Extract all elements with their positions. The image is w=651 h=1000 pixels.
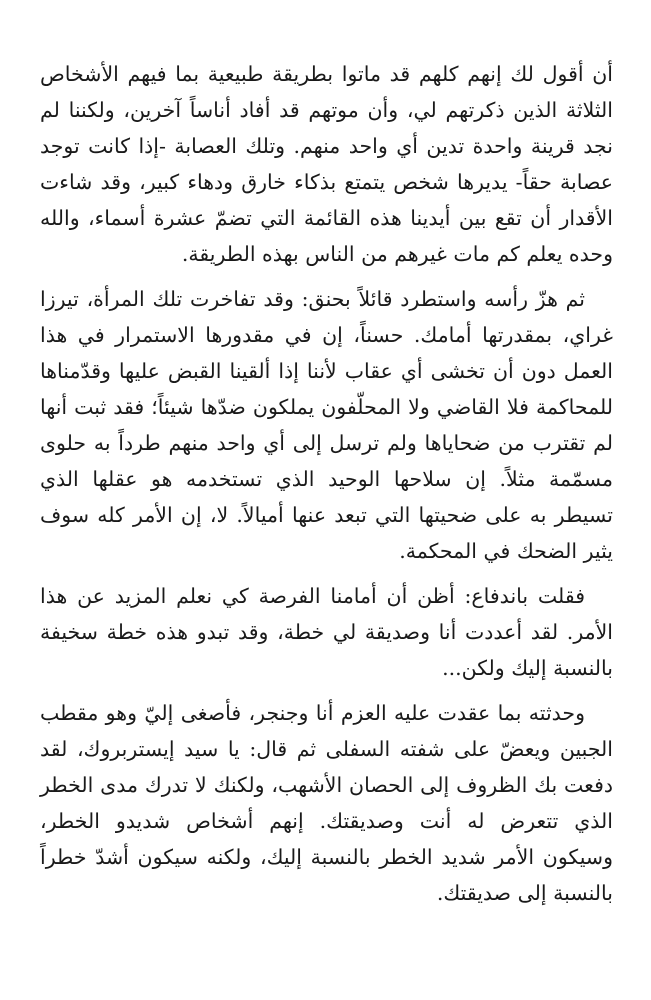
paragraph-2: ثم هزّ رأسه واستطرد قائلاً بحنق: وقد تفاخرت تلك المرأة، تيرزا غراي، بمقدرتها أمامك. حسناً، إن في مقدورها الاستمرار في هذا العمل دون أن تخشى أي عقاب لأننا إذا ألقينا القبض عليها وقدّمناها للمحاكمة فلا القاضي ولا المحلّفون يملكون ضدّها شيئاً؛ فقد ثبت أنها لم تقترب من ضحاياها ولم ترسل إلى أي واحد منهم طرداً به حلوى مسمّمة مثلاً. إن سلاحها الوحيد الذي تستخدمه هو عقلها الذي تسيطر به على ضحيتها التي تبعد عنها أميالاً. لا، إن الأمر كله سوف يثير الضحك في المحكمة.	[40, 287, 613, 563]
paragraph-1: أن أقول لك إنهم كلهم قد ماتوا بطريقة طبيعية بما فيهم الأشخاص الثلاثة الذين ذكرتهم لي، وأن موتهم قد أفاد أناساً آخرين، ولكننا لم نجد قرينة واحدة تدين أي واحد منهم. وتلك العصابة -إذا كانت توجد عصابة حقاً- يديرها شخص يتمتع بذكاء خارق ودهاء كبير، وقد شاءت الأقدار أن تقع بين أيدينا هذه القائمة التي تضمّ عشرة أسماء، والله وحده يعلم كم مات غيرهم من الناس بهذه الطريقة.	[40, 62, 613, 266]
paragraph-3: فقلت باندفاع: أظن أن أمامنا الفرصة كي نعلم المزيد عن هذا الأمر. لقد أعددت أنا وصديقة لي خطة، وقد تبدو هذه خطة سخيفة بالنسبة إليك ولكن...	[40, 584, 613, 680]
paragraph-4: وحدثته بما عقدت عليه العزم أنا وجنجر، فأصغى إليّ وهو مقطب الجبين ويعضّ على شفته السفلى ثم قال: يا سيد إيستربروك، لقد دفعت بك الظروف إلى الحصان الأشهب، ولكنك لا تدرك مدى الخطر الذي تتعرض له أنت وصديقتك. إنهم أشخاص شديدو الخطر، وسيكون الأمر شديد الخطر بالنسبة إليك، ولكنه سيكون أشدّ خطراً بالنسبة إلى صديقتك.	[40, 701, 613, 905]
